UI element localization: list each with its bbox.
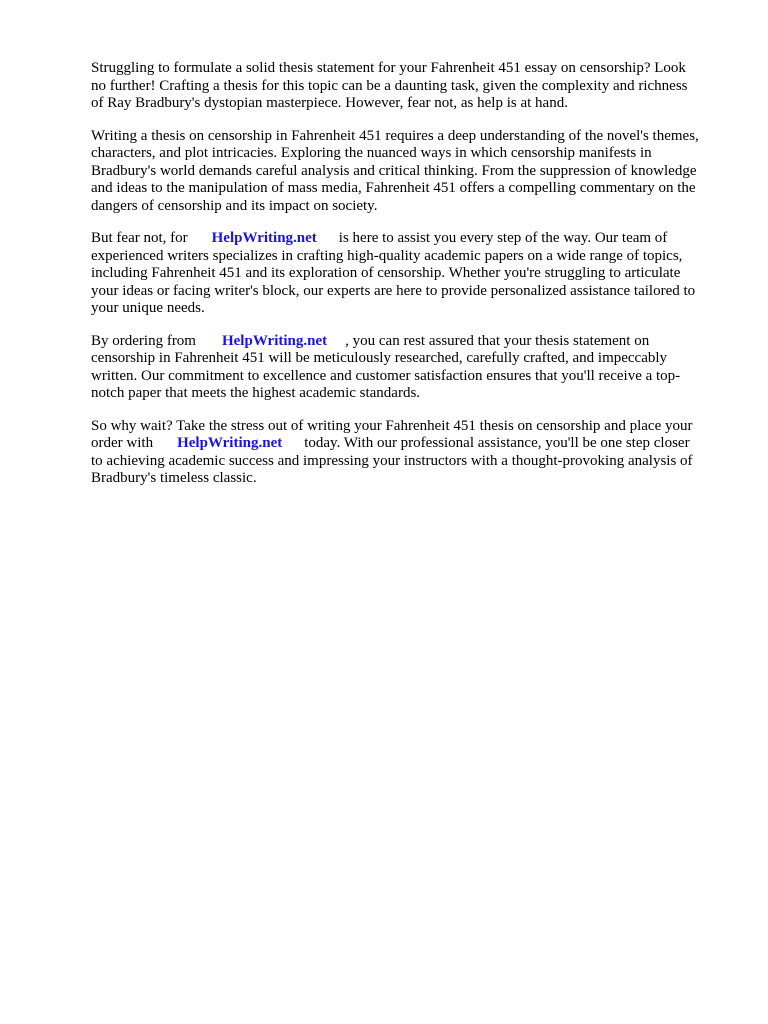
paragraph-ordering	[91, 333, 723, 403]
document-page	[91, 60, 723, 503]
paragraph-cta-lead: So why wait? Take the stress out of writing your Fahrenheit 451 thesis on censorship and place your order with	[91, 417, 693, 451]
paragraph-thesis-difficulty: Writing a thesis on censorship in Fahrenheit 451 requires a deep understanding of the novel's themes, characters, and plot intricacies. Exploring the nuanced ways in which censorship manifests in Bradbury's world demands careful analysis and critical thinking. From the suppression of knowledge and ideas to the manipulation of mass media, Fahrenheit 451 offers a compelling commentary on the dangers of censorship and its impact on society.	[91, 127, 699, 214]
paragraph-call-to-action	[91, 418, 723, 488]
paragraph-assistance	[91, 230, 723, 318]
paragraph-ordering-rest: , you can rest assured that your thesis statement on censorship in Fahrenheit 451 will be meticulously researched, carefully crafted, and impeccably written. Our commitment to excellence and customer satisfaction ensures that you'll receive a top- notch paper that meets the highest academic standards.	[91, 332, 681, 401]
helpwriting-link-2[interactable]: HelpWriting.net	[221, 332, 328, 349]
paragraph-ordering-lead: By ordering from	[91, 332, 196, 349]
paragraph-intro: Struggling to formulate a solid thesis statement for your Fahrenheit 451 essay on censorship? Look no further! Crafting a thesis for this topic can be a daunting task, given the complexity and richness of Ray Bradbury's dystopian masterpiece. However, fear not, as help is at hand.	[91, 60, 688, 111]
helpwriting-link-1[interactable]: HelpWriting.net	[211, 230, 317, 246]
paragraph-cta-rest: today. With our professional assistance, you'll be one step closer to achieving academic success and impressing your instructors with a thought-provoking analysis of Bradbury's timeless classic.	[91, 435, 693, 486]
paragraph-assistance-rest: is here to assist you every step of the way. Our team of experienced writers specializes in crafting high-quality academic papers on a wide range of topics, including Fahrenheit 451 and its exploration of censorship. Whether you're struggling to articulate your ideas or facing writer's block, our experts are here to provide personalized assistance tailored to your unique needs.	[91, 230, 696, 316]
paragraph-assistance-lead: But fear not, for	[91, 230, 188, 246]
helpwriting-link-3[interactable]: HelpWriting.net	[177, 435, 283, 451]
